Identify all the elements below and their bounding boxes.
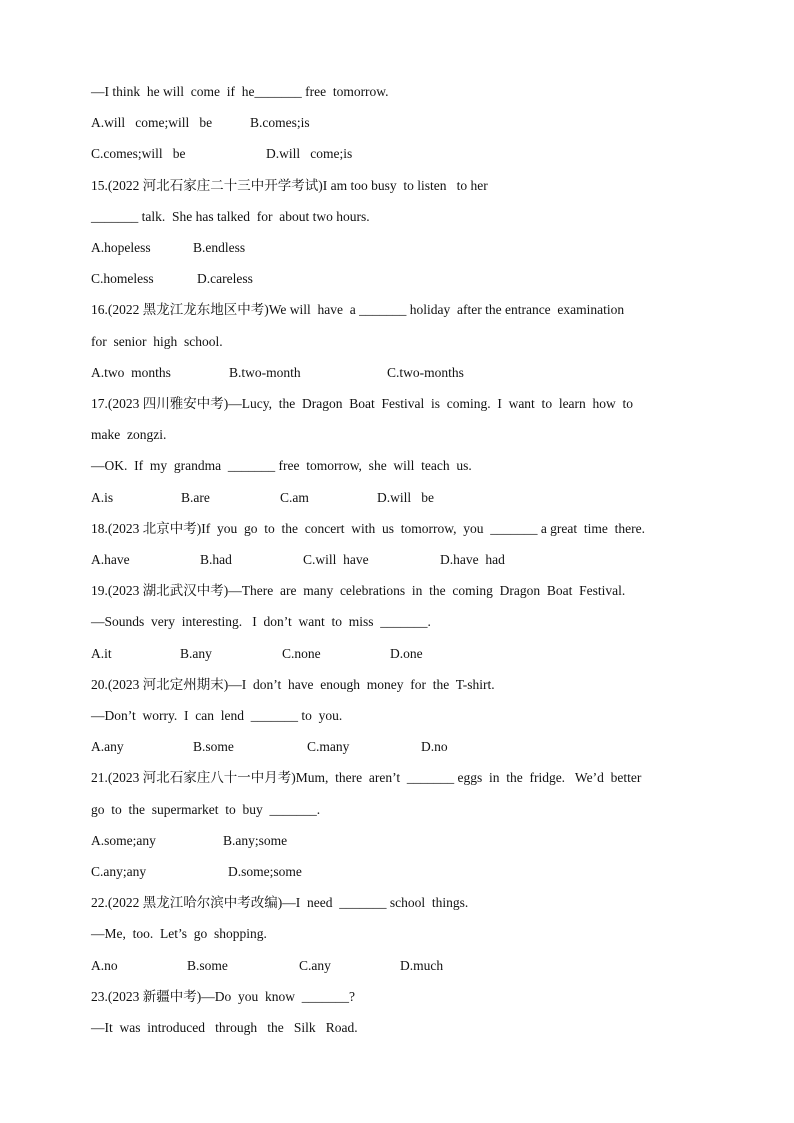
option-c: C.am bbox=[280, 490, 309, 505]
question-18-stem: 18.(2023 北京中考)If you go to the concert with us tomorrow, you _______ a great time there. bbox=[91, 521, 646, 536]
option-c: C.many bbox=[307, 739, 350, 754]
option-b: B.any;some bbox=[223, 833, 288, 848]
option-d: D.some;some bbox=[228, 864, 302, 879]
option-d: D.no bbox=[421, 739, 448, 754]
option-a: A.have bbox=[91, 552, 130, 567]
option-b: B.endless bbox=[193, 240, 246, 255]
option-b: B.are bbox=[181, 490, 210, 505]
option-a: A.two months bbox=[91, 365, 171, 380]
option-a: A.some;any bbox=[91, 833, 156, 848]
option-b: B.some bbox=[193, 739, 234, 754]
option-d: D.will come;is bbox=[266, 146, 353, 161]
option-a: A.no bbox=[91, 958, 118, 973]
question-23-reply: —It was introduced through the Silk Road. bbox=[91, 1020, 358, 1035]
question-20-reply: —Don’t worry. I can lend _______ to you. bbox=[91, 708, 343, 723]
question-17-stem-continued: make zongzi. bbox=[91, 427, 167, 442]
question-19-stem: 19.(2023 湖北武汉中考)—There are many celebrations in the coming Dragon Boat Festival. bbox=[91, 583, 626, 598]
option-b: B.two-month bbox=[229, 365, 301, 380]
option-d: D.one bbox=[390, 646, 423, 661]
question-22-stem: 22.(2022 黑龙江哈尔滨中考改编)—I need _______ school things. bbox=[91, 895, 469, 910]
option-a: A.any bbox=[91, 739, 124, 754]
question-17-stem: 17.(2023 四川雅安中考)—Lucy, the Dragon Boat Festival is coming. I want to learn how to bbox=[91, 396, 634, 411]
question-16-stem: 16.(2022 黑龙江龙东地区中考)We will have a _______ holiday after the entrance examination bbox=[91, 302, 625, 317]
question-17-reply: —OK. If my grandma _______ free tomorrow, she will teach us. bbox=[91, 458, 472, 473]
question-14-answer-line: —I think he will come if he_______ free tomorrow. bbox=[91, 84, 389, 99]
option-c: C.comes;will be bbox=[91, 146, 186, 161]
option-b: B.had bbox=[200, 552, 232, 567]
option-a: A.it bbox=[91, 646, 112, 661]
option-c: C.any;any bbox=[91, 864, 147, 879]
option-a: A.is bbox=[91, 490, 114, 505]
option-a: A.hopeless bbox=[91, 240, 151, 255]
question-15-stem: 15.(2022 河北石家庄二十三中开学考试)I am too busy to listen to her bbox=[91, 178, 488, 193]
question-19-reply: —Sounds very interesting. I don’t want to miss _______. bbox=[91, 614, 431, 629]
option-a: A.will come;will be bbox=[91, 115, 213, 130]
option-c: C.will have bbox=[303, 552, 369, 567]
option-b: B.some bbox=[187, 958, 228, 973]
question-23-stem: 23.(2023 新疆中考)—Do you know _______? bbox=[91, 989, 355, 1004]
question-15-stem-continued: _______ talk. She has talked for about two hours. bbox=[91, 209, 370, 224]
question-16-stem-continued: for senior high school. bbox=[91, 334, 223, 349]
option-b: B.any bbox=[180, 646, 212, 661]
option-c: C.none bbox=[282, 646, 321, 661]
question-21-stem-continued: go to the supermarket to buy _______. bbox=[91, 802, 321, 817]
option-c: C.two-months bbox=[387, 365, 464, 380]
option-c: C.any bbox=[299, 958, 331, 973]
question-21-stem: 21.(2023 河北石家庄八十一中月考)Mum, there aren’t _______ eggs in the fridge. We’d better bbox=[91, 770, 642, 785]
option-c: C.homeless bbox=[91, 271, 154, 286]
option-d: D.much bbox=[400, 958, 444, 973]
question-20-stem: 20.(2023 河北定州期末)—I don’t have enough money for the T-shirt. bbox=[91, 677, 495, 692]
option-b: B.comes;is bbox=[250, 115, 310, 130]
option-d: D.will be bbox=[377, 490, 434, 505]
option-d: D.have had bbox=[440, 552, 505, 567]
question-22-reply: —Me, too. Let’s go shopping. bbox=[91, 926, 267, 941]
option-d: D.careless bbox=[197, 271, 253, 286]
